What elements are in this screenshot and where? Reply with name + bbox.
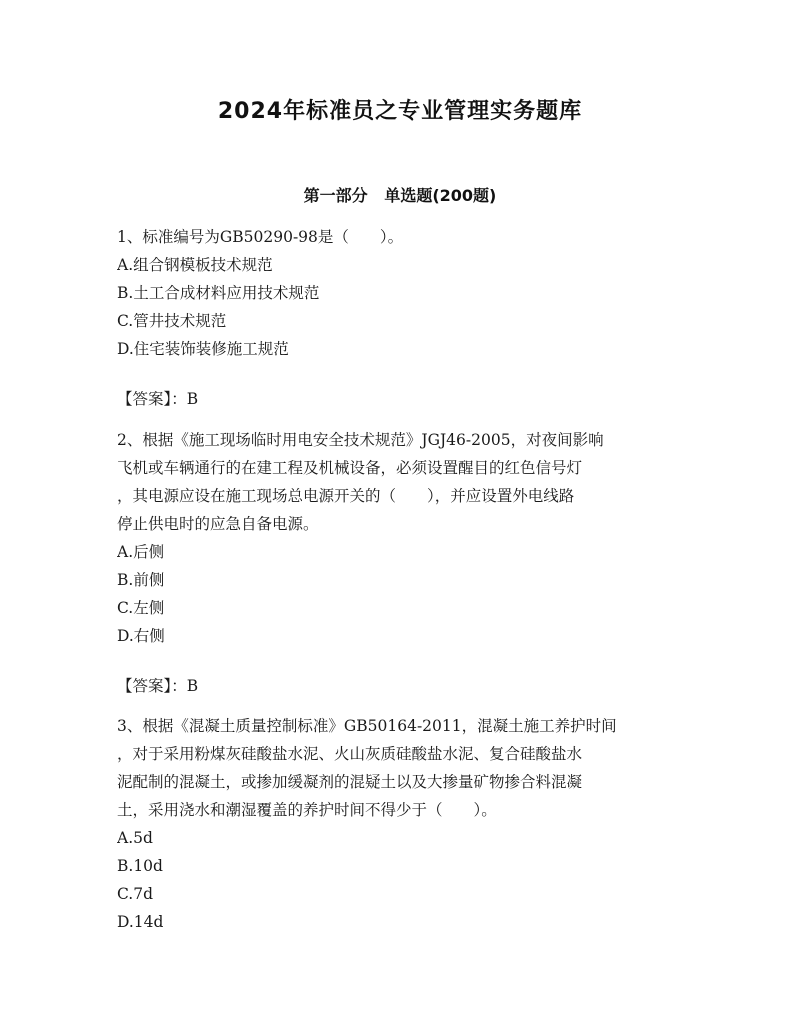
option-c: C.7d: [117, 885, 154, 903]
option-d: D.右侧: [117, 627, 165, 645]
document-title: 2024年标准员之专业管理实务题库: [217, 99, 583, 124]
answer-1: 【答案】：B: [117, 390, 199, 408]
question-stem-line: 土，采用浇水和潮湿覆盖的养护时间不得少于（ ）。: [117, 801, 497, 819]
question-2: [117, 426, 677, 650]
option-c: C.左侧: [117, 599, 165, 617]
option-b: B.土工合成材料应用技术规范: [117, 284, 320, 302]
option-a: A.组合钢模板技术规范: [117, 256, 273, 274]
question-stem-line: 停止供电时的应急自备电源。: [117, 515, 319, 533]
question-stem-line: 2、根据《施工现场临时用电安全技术规范》JGJ46-2005，对夜间影响: [117, 431, 604, 449]
question-stem-line: 1、标准编号为GB50290-98是（ ）。: [117, 228, 404, 246]
question-stem-line: 泥配制的混凝土，或掺加缓凝剂的混疑土以及大掺量矿物掺合料混凝: [117, 773, 583, 791]
question-3: [117, 712, 677, 936]
question-stem-line: ，对于采用粉煤灰硅酸盐水泥、火山灰质硅酸盐水泥、复合硅酸盐水: [117, 745, 583, 763]
option-c: C.管井技术规范: [117, 312, 227, 330]
section-title: 第一部分 单选题(200题): [303, 186, 497, 205]
question-1: [117, 223, 677, 363]
option-b: B.10d: [117, 857, 163, 875]
question-stem-line: ，其电源应设在施工现场总电源开关的（ ），并应设置外电线路: [117, 487, 575, 505]
option-b: B.前侧: [117, 571, 165, 589]
option-a: A.后侧: [117, 543, 165, 561]
option-d: D.住宅装饰装修施工规范: [117, 340, 289, 358]
option-a: A.5d: [117, 829, 153, 847]
answer-2: 【答案】：B: [117, 677, 199, 695]
question-stem-line: 飞机或车辆通行的在建工程及机械设备，必须设置醒目的红色信号灯: [117, 459, 583, 477]
option-d: D.14d: [117, 913, 164, 931]
question-stem-line: 3、根据《混凝土质量控制标准》GB50164-2011，混凝土施工养护时间: [117, 717, 617, 735]
